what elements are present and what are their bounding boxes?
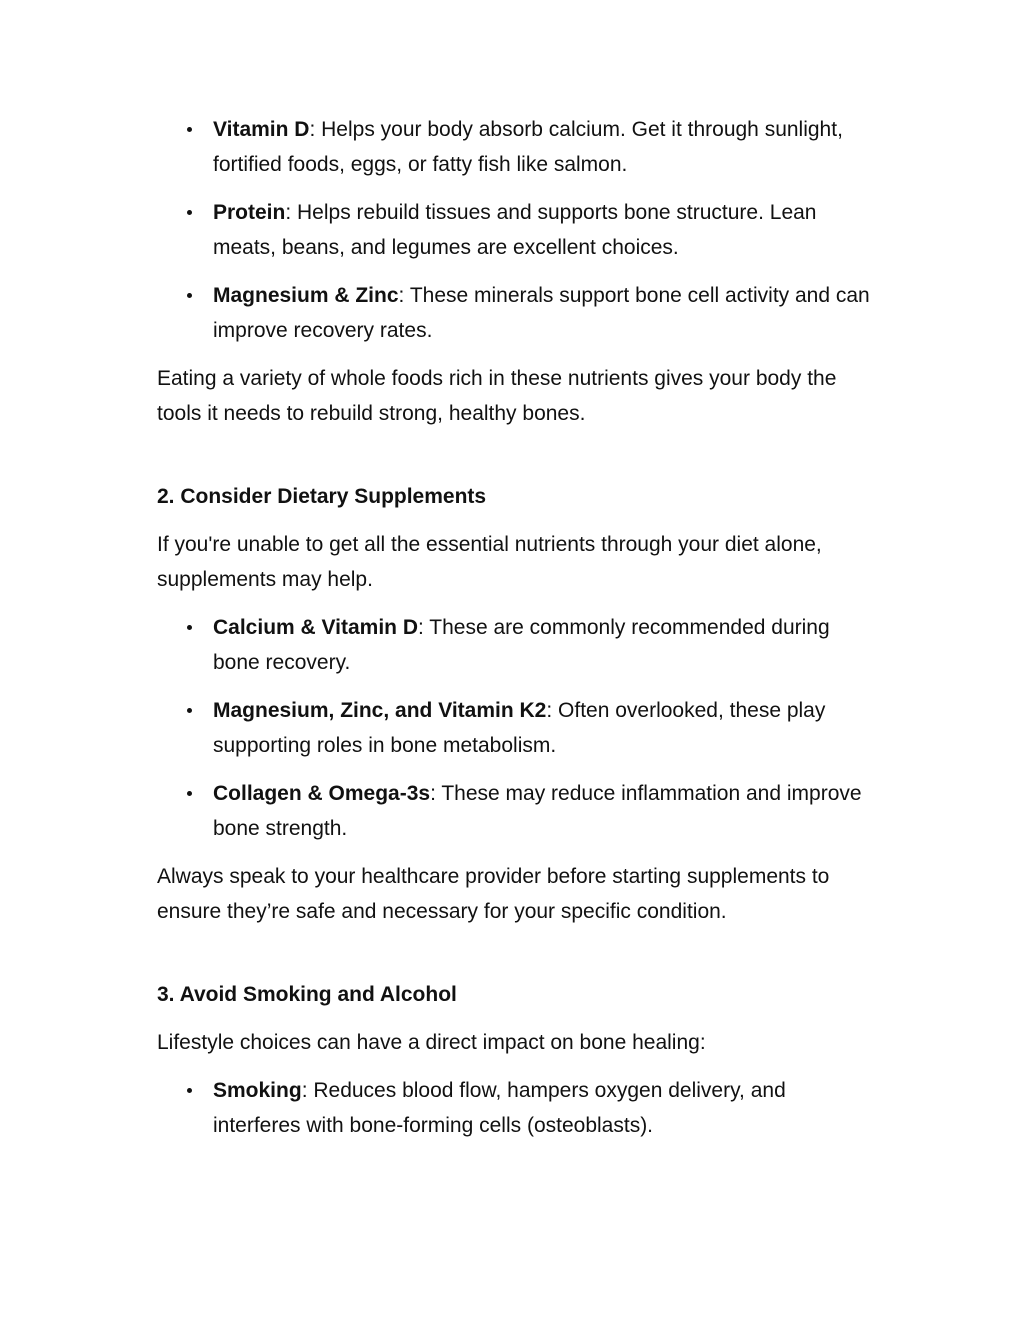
list-item-text: : These are commonly recommended during bone recovery.	[213, 616, 830, 674]
lifestyle-list	[157, 1073, 877, 1143]
list-item	[157, 776, 877, 846]
nutrients-closing-paragraph: Eating a variety of whole foods rich in these nutrients gives your body the tools it needs to rebuild strong, healthy bones.	[157, 367, 837, 425]
document-page	[157, 112, 877, 1156]
supplements-closing-paragraph: Always speak to your healthcare provider before starting supplements to ensure they’re safe and necessary for your specific condition.	[157, 865, 830, 923]
list-item-term: Magnesium & Zinc	[213, 284, 399, 307]
list-item-text: : Helps rebuild tissues and supports bone structure. Lean meats, beans, and legumes are excellent choices.	[213, 201, 817, 259]
list-item-text: : These minerals support bone cell activity and can improve recovery rates.	[213, 284, 870, 342]
list-item-text: : Helps your body absorb calcium. Get it through sunlight, fortified foods, eggs, or fatty fish like salmon.	[213, 118, 843, 176]
list-item-term: Smoking	[213, 1079, 302, 1102]
section-heading-supplements: 2. Consider Dietary Supplements	[157, 485, 487, 508]
list-item	[157, 1073, 877, 1143]
bullet-icon	[187, 293, 192, 298]
list-item	[157, 112, 877, 182]
bullet-icon	[187, 1088, 192, 1093]
bullet-icon	[187, 210, 192, 215]
list-item	[157, 195, 877, 265]
bullet-icon	[187, 625, 192, 630]
list-item-term: Calcium & Vitamin D	[213, 616, 418, 639]
bullet-icon	[187, 708, 192, 713]
list-item-term: Protein	[213, 201, 286, 224]
nutrient-list	[157, 112, 877, 348]
lifestyle-intro-paragraph: Lifestyle choices can have a direct impact on bone healing:	[157, 1031, 706, 1054]
list-item-term: Vitamin D	[213, 118, 310, 141]
bullet-icon	[187, 127, 192, 132]
list-item-text: : Often overlooked, these play supporting roles in bone metabolism.	[213, 699, 826, 757]
list-item	[157, 610, 877, 680]
supplements-intro-paragraph: If you're unable to get all the essential nutrients through your diet alone, supplements may help.	[157, 533, 822, 591]
list-item-text: : These may reduce inflammation and improve bone strength.	[213, 782, 862, 840]
list-item-term: Collagen & Omega-3s	[213, 782, 431, 805]
list-item-text: : Reduces blood flow, hampers oxygen delivery, and interferes with bone-forming cells (osteoblasts).	[213, 1079, 786, 1137]
list-item-term: Magnesium, Zinc, and Vitamin K2	[213, 699, 547, 722]
list-item	[157, 693, 877, 763]
list-item	[157, 278, 877, 348]
bullet-icon	[187, 791, 192, 796]
supplement-list	[157, 610, 877, 846]
section-heading-smoking-alcohol: 3. Avoid Smoking and Alcohol	[157, 983, 457, 1006]
